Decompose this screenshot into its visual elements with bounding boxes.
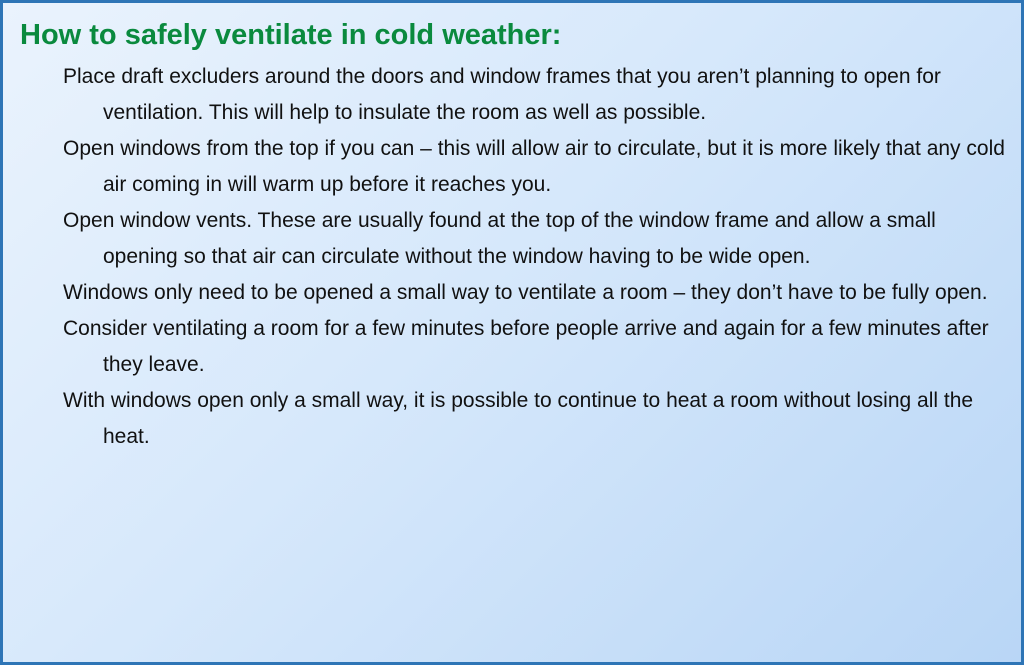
tip-item-small-opening: Windows only need to be opened a small way to ventilate a room – they don’t have to be fully open. xyxy=(63,281,988,304)
tips-list xyxy=(63,59,1008,455)
tip-item-draft-excluders: Place draft excluders around the doors and window frames that you aren’t planning to open for ventilation. This will help to insulate the room as well as possible. xyxy=(63,65,941,124)
tip-item-open-from-top: Open windows from the top if you can – this will allow air to circulate, but it is more likely that any cold air coming in will warm up before it reaches you. xyxy=(63,137,1005,196)
panel-title: How to safely ventilate in cold weather: xyxy=(20,19,562,51)
tip-item-ventilate-before-after: Consider ventilating a room for a few minutes before people arrive and again for a few minutes after they leave. xyxy=(63,317,989,376)
tip-item-window-vents: Open window vents. These are usually found at the top of the window frame and allow a small opening so that air can circulate without the window having to be wide open. xyxy=(63,209,936,268)
tip-item-continue-heating: With windows open only a small way, it is possible to continue to heat a room without losing all the heat. xyxy=(63,389,974,448)
